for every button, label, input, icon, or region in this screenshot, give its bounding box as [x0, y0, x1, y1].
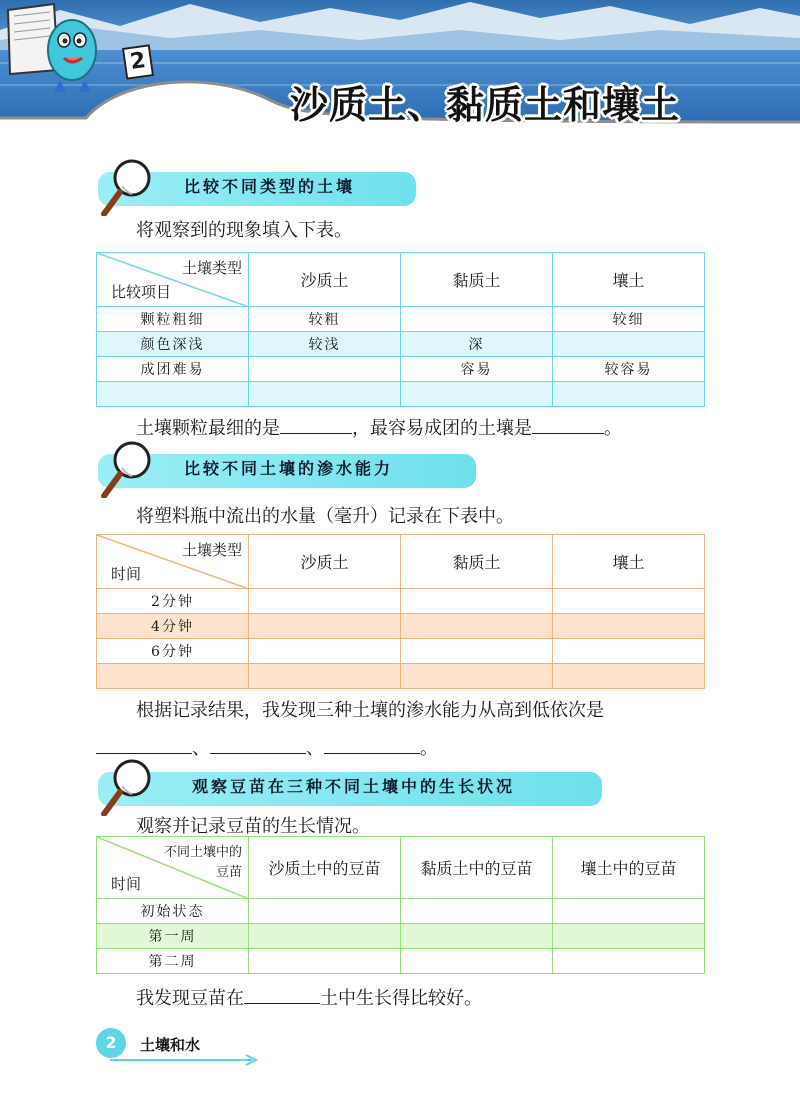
section1-question	[136, 414, 622, 440]
table-row	[97, 382, 705, 407]
water-seepage-table	[96, 534, 705, 689]
conclusion-text-b: 土中生长得比较好。	[320, 988, 482, 1009]
table-cell[interactable]	[249, 924, 401, 949]
row-label	[97, 664, 249, 689]
corner-bottom-label: 比较项目	[111, 283, 172, 301]
table-row	[97, 589, 705, 614]
table-cell	[249, 382, 401, 407]
corner-bottom-label: 时间	[111, 565, 142, 583]
table-cell[interactable]	[249, 639, 401, 664]
table-row	[97, 899, 705, 924]
table-cell[interactable]	[553, 924, 705, 949]
table-corner-header	[97, 535, 249, 589]
table-cell[interactable]	[249, 664, 401, 689]
row-label: 成团难易	[97, 357, 249, 382]
table-cell[interactable]	[249, 899, 401, 924]
table-cell[interactable]	[249, 614, 401, 639]
question-text-b: ，最容易成团的土壤是	[352, 418, 532, 439]
separator: 、	[306, 738, 324, 759]
corner-top-label: 不同土壤中的	[163, 845, 242, 860]
magnifier-icon	[92, 438, 162, 498]
table-cell[interactable]	[401, 949, 553, 974]
table-cell: 较容易	[553, 357, 705, 382]
table-cell[interactable]	[401, 899, 553, 924]
column-header: 壤土中的豆苗	[553, 837, 705, 899]
section3-heading-text: 观察豆苗在三种不同土壤中的生长状况	[192, 777, 516, 796]
table-cell: 较细	[553, 307, 705, 332]
table-cell[interactable]	[553, 664, 705, 689]
table-cell[interactable]	[401, 664, 553, 689]
table-cell: 较粗	[249, 307, 401, 332]
page-number: 2	[96, 1028, 126, 1058]
table-cell[interactable]	[401, 639, 553, 664]
table-cell	[553, 382, 705, 407]
chapter-number-badge	[122, 44, 154, 80]
table-cell[interactable]	[401, 589, 553, 614]
footer-arrow-icon	[96, 1026, 266, 1070]
section2-instruction: 将塑料瓶中流出的水量（毫升）记录在下表中。	[136, 506, 514, 527]
answer-blank[interactable]	[280, 416, 352, 434]
row-label: 2分钟	[97, 589, 249, 614]
row-label: 4分钟	[97, 614, 249, 639]
table-cell[interactable]	[553, 639, 705, 664]
column-header: 壤土	[553, 253, 705, 307]
row-label: 6分钟	[97, 639, 249, 664]
corner-top-label-2: 豆苗	[215, 865, 242, 880]
column-header: 黏质土中的豆苗	[401, 837, 553, 899]
row-label: 颜色深浅	[97, 332, 249, 357]
answer-blank[interactable]	[324, 736, 420, 754]
table-cell[interactable]	[553, 614, 705, 639]
table-cell	[553, 332, 705, 357]
section3-instruction: 观察并记录豆苗的生长情况。	[136, 816, 370, 837]
section2-conclusion: 根据记录结果，我发现三种土壤的渗水能力从高到低依次是	[136, 700, 604, 721]
answer-blank[interactable]	[96, 736, 192, 754]
section1-heading-text: 比较不同类型的土壤	[184, 177, 356, 196]
table-cell[interactable]	[401, 924, 553, 949]
table-cell: 深	[401, 332, 553, 357]
answer-blank[interactable]	[532, 416, 604, 434]
magnifier-icon	[92, 756, 162, 816]
table-row	[97, 924, 705, 949]
table-row	[97, 357, 705, 382]
row-label: 颗粒粗细	[97, 307, 249, 332]
page-footer	[96, 1026, 266, 1070]
section1-instruction: 将观察到的现象填入下表。	[136, 220, 352, 241]
table-cell[interactable]	[249, 949, 401, 974]
separator: 、	[192, 738, 210, 759]
column-header: 沙质土	[249, 535, 401, 589]
column-header: 沙质土	[249, 253, 401, 307]
table-cell[interactable]	[249, 589, 401, 614]
corner-bottom-label: 时间	[111, 875, 142, 893]
table-corner-header	[97, 837, 249, 899]
column-header: 沙质土中的豆苗	[249, 837, 401, 899]
corner-top-label: 土壤类型	[181, 541, 242, 559]
question-end: 。	[604, 418, 622, 439]
bean-sprout-growth-table	[96, 836, 705, 974]
chapter-number: 2	[128, 48, 148, 75]
column-header: 黏质土	[401, 253, 553, 307]
table-cell	[249, 357, 401, 382]
section1-heading	[92, 170, 416, 206]
column-header: 黏质土	[401, 535, 553, 589]
header-banner	[0, 0, 800, 132]
table-cell[interactable]	[553, 899, 705, 924]
section2-heading-text: 比较不同土壤的渗水能力	[184, 459, 394, 478]
conclusion-text-a: 我发现豆苗在	[136, 988, 244, 1009]
soil-comparison-table	[96, 252, 705, 407]
table-cell	[401, 307, 553, 332]
answer-blank[interactable]	[210, 736, 306, 754]
table-row	[97, 664, 705, 689]
table-row	[97, 639, 705, 664]
table-corner-header	[97, 253, 249, 307]
soil-mascot-illustration	[0, 0, 110, 96]
section3-heading	[92, 770, 602, 806]
corner-top-label: 土壤类型	[181, 259, 242, 277]
section3-conclusion	[136, 984, 482, 1010]
line-end: 。	[420, 738, 438, 759]
unit-name: 土壤和水	[140, 1036, 201, 1054]
row-label: 初始状态	[97, 899, 249, 924]
column-header: 壤土	[553, 535, 705, 589]
table-row	[97, 307, 705, 332]
table-cell: 容易	[401, 357, 553, 382]
table-cell: 较浅	[249, 332, 401, 357]
table-row	[97, 614, 705, 639]
section2-heading	[92, 452, 476, 488]
table-cell[interactable]	[553, 949, 705, 974]
row-label	[97, 382, 249, 407]
table-row	[97, 949, 705, 974]
row-label: 第一周	[97, 924, 249, 949]
table-cell	[401, 382, 553, 407]
question-text-a: 土壤颗粒最细的是	[136, 418, 280, 439]
magnifier-icon	[92, 156, 162, 216]
row-label: 第二周	[97, 949, 249, 974]
table-cell[interactable]	[401, 614, 553, 639]
table-row	[97, 332, 705, 357]
table-cell[interactable]	[553, 589, 705, 614]
answer-blank[interactable]	[244, 986, 320, 1004]
page-title: 沙质土、黏质土和壤土	[289, 83, 680, 127]
